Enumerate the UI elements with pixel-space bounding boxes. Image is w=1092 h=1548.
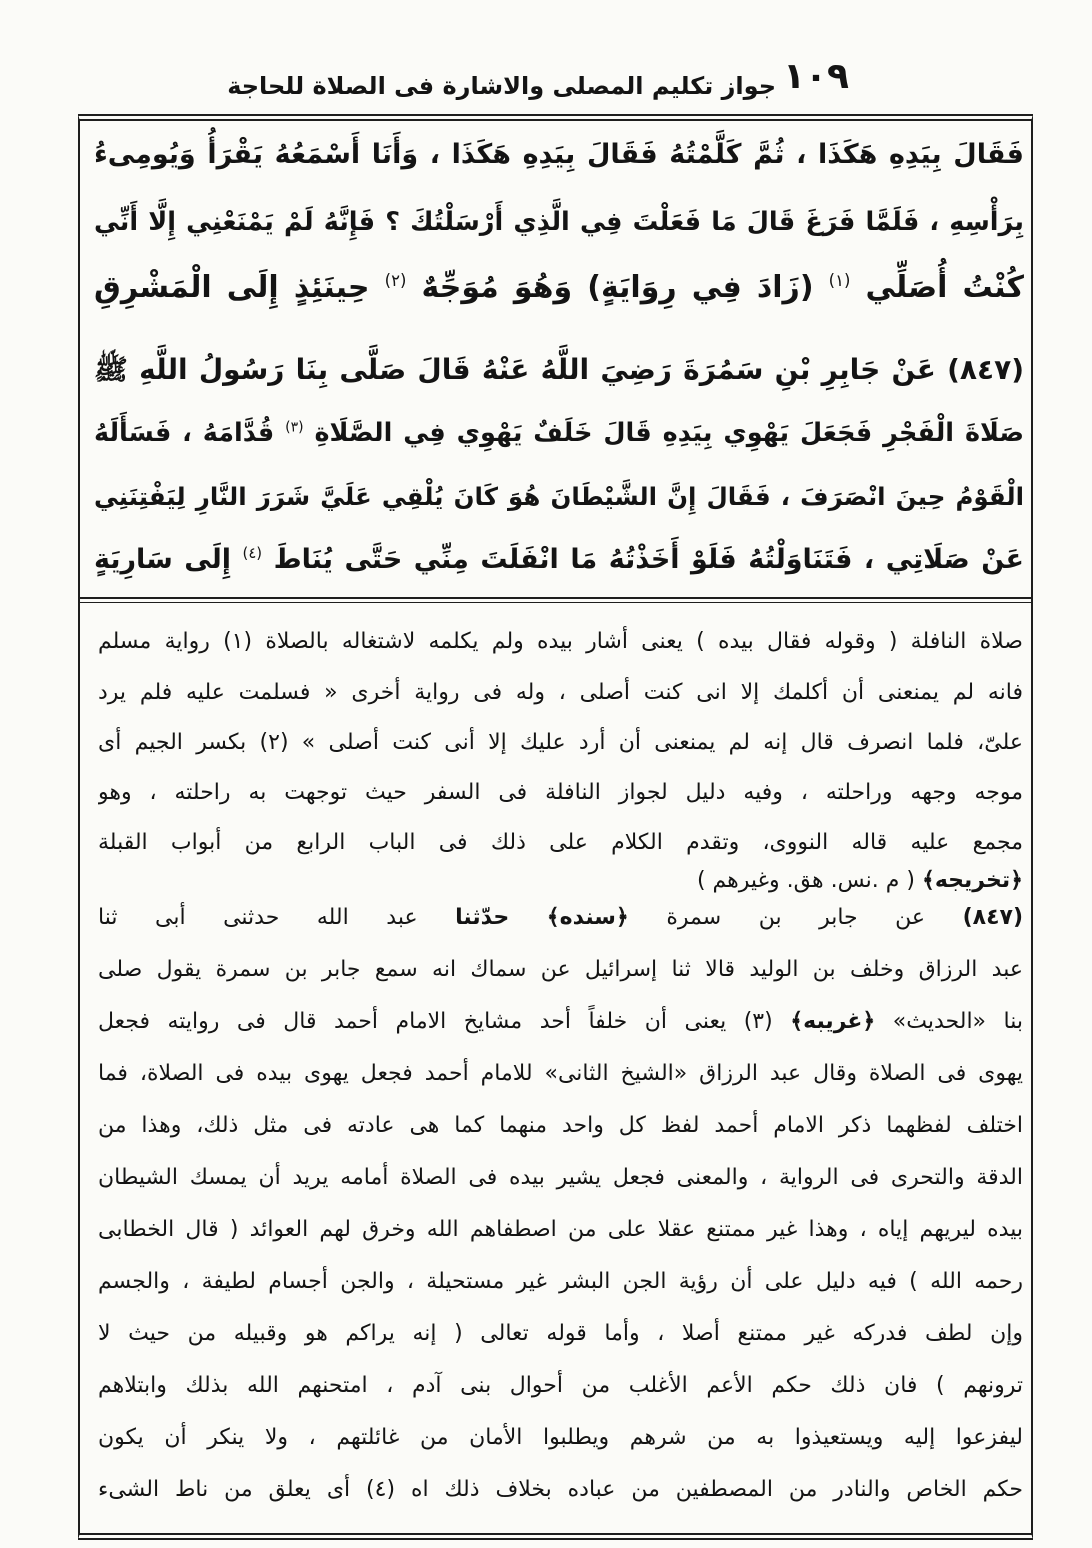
- commentary-line: [98, 1208, 1023, 1252]
- text-run: بنا «الحديث»: [875, 1009, 1023, 1034]
- text-run: (زَادَ فِي رِوَايَةٍ) وَهُوَ مُوَجِّهٌ: [406, 270, 829, 305]
- footnote-ref: (٤): [242, 544, 263, 562]
- commentary-line: [98, 1052, 1023, 1096]
- text-run: فانه لم يمنعنى أن أكلمك إلا انى كنت أصلى ، وله فى رواية أخرى « فسلمت عليه فلم يرد: [98, 680, 1023, 705]
- text-run: عبد الله حدثنى أبى ثنا: [98, 905, 456, 930]
- commentary-line: [98, 1260, 1023, 1304]
- text-run: بيده ليريهم إياه ، وهذا غير ممتنع عقلا على من اصطفاهم الله وخرق لهم العوائد ( قال الخطابى: [98, 1217, 1023, 1242]
- hadith-number: (٨٤٧): [947, 353, 1024, 386]
- section-heading: ﴿تخريجه﴾: [921, 868, 1023, 893]
- hadith-number: (٨٤٧): [962, 905, 1023, 930]
- footnote-ref: (٢): [384, 271, 407, 290]
- footnote-ref: (٣): [285, 419, 304, 436]
- text-run: حِينَئِذٍ إِلَى الْمَشْرِقِ: [94, 270, 385, 305]
- text-run: موجه وجهه وراحلته ، وفيه دليل لجواز النافلة فى السفر حيث توجهت به راحلته ، وهو: [98, 780, 1023, 805]
- transmission-term: حدّثنا: [455, 905, 510, 930]
- commentary-line: [98, 1416, 1023, 1460]
- text-run: ( م .نس. هق. وغيرهم ): [696, 868, 922, 893]
- footnote-ref: (١): [828, 271, 851, 290]
- text-run: عَنْ جَابِرِ بْنِ سَمُرَةَ رَضِيَ اللَّهُ عَنْهُ قَالَ صَلَّى بِنَا رَسُولُ اللَّهِ ﷺ: [94, 353, 948, 386]
- commentary-line: [98, 1312, 1023, 1356]
- text-run: فَقَالَ بِيَدِهِ هَكَذَا ، ثُمَّ كَلَّمْتُهُ فَقَالَ بِيَدِهِ هَكَذَا ، وَأَنَا أَسْمَعُهُ يَقْرَأُ وَيُومِىءُ: [94, 139, 1024, 170]
- text-run: إِلَى سَارِيَةٍ: [94, 544, 243, 575]
- text-run: قُدَّامَهُ ، فَسَأَلَهُ: [94, 418, 286, 448]
- commentary-line: [98, 1104, 1023, 1148]
- text-run: صَلَاةَ الْفَجْرِ فَجَعَلَ يَهْوِي بِيَدِهِ قَالَ خَلَفٌ يَهْوِي فِي الصَّلَاةِ: [303, 418, 1024, 448]
- text-run: وإن لطف فدركه غير ممتنع أصلا ، وأما قوله تعالى ( إنه يراكم هو وقبيله من حيث لا: [98, 1321, 1023, 1346]
- text-run: الدقة والتحرى فى الرواية ، والمعنى فجعل يشير بيده فى الصلاة أمامه يريد أن يمسك الشيطان: [98, 1165, 1023, 1190]
- commentary-line: [98, 620, 1023, 664]
- commentary-line: [98, 896, 1023, 940]
- text-run: مجمع عليه قاله النووى، وتقدم الكلام على ذلك فى الباب الرابع من أبواب القبلة: [98, 830, 1023, 855]
- text-run: عَنْ صَلَاتِي ، فَتَنَاوَلْتُهُ فَلَوْ أَخَذْتُهُ مَا انْفَلَتَ مِنِّي حَتَّى يُنَاطَ: [262, 544, 1024, 575]
- text-run: يهوى فى الصلاة وقال عبد الرزاق «الشيخ الثانى» للامام أحمد فجعل يهوى بيده فى الصلاة، فما: [98, 1061, 1023, 1086]
- text-run: [509, 905, 547, 930]
- commentary-line: [98, 948, 1023, 992]
- running-title: جواز تكليم المصلى والاشارة فى الصلاة للحاجة: [227, 72, 776, 100]
- text-run: ليفزعوا إليه ويستعيذوا به من شرهم ويطلبوا الأمان من غائلتهم ، ولا ينكر أن يكون: [98, 1425, 1023, 1450]
- section-heading: ﴿غريبه﴾: [790, 1009, 876, 1034]
- commentary-line: [98, 671, 1023, 715]
- text-run: بِرَأْسِهِ ، فَلَمَّا فَرَغَ قَالَ مَا فَعَلْتَ فِي الَّذِي أَرْسَلْتُكَ ؟ فَإِنَّهُ لَمْ يَمْنَعْنِي إِلَّا أَنِّي: [94, 207, 1024, 237]
- text-run: رحمه الله ) فيه دليل على أن رؤية الجن البشر غير مستحيلة ، والجن أجسام لطيفة ، والجسم: [98, 1269, 1023, 1294]
- text-run: عن جابر بن سمرة: [628, 905, 963, 930]
- text-run: الْقَوْمُ حِينَ انْصَرَفَ ، فَقَالَ إِنَّ الشَّيْطَانَ هُوَ كَانَ يُلْقِي عَلَيَّ شَرَرَ النَّارِ لِيَفْتِنَنِي: [94, 482, 1024, 511]
- text-run: كُنْتُ أُصَلِّي: [850, 270, 1024, 305]
- page-number: ١٠٩: [783, 56, 849, 97]
- commentary-line: [98, 1364, 1023, 1408]
- text-run: عبد الرزاق وخلف بن الوليد قالا ثنا إسرائيل عن سماك انه سمع جابر بن سمرة يقول صلى: [98, 957, 1023, 982]
- text-run: (٣) يعنى أن خلفاً أحد مشايخ الامام أحمد قال فى روايته فجعل: [98, 1009, 791, 1034]
- commentary-line: [98, 771, 1023, 815]
- text-run: ترونهم ) فان ذلك حكم الأعم الأغلب من أحوال بنى آدم ، امتحنهم الله بذلك وابتلاهم: [98, 1373, 1023, 1398]
- commentary-line: [98, 1156, 1023, 1200]
- text-run: حكم الخاص والنادر من المصطفين من عباده بخلاف ذلك اه (٤) أى يعلق من ناط الشىء: [98, 1477, 1023, 1502]
- commentary-line: [98, 1468, 1023, 1512]
- section-heading: ﴿سنده﴾: [546, 905, 629, 930]
- text-run: صلاة النافلة ( وقوله فقال بيده ) يعنى أشار بيده ولم يكلمه لاشتغاله بالصلاة (١) رواية مسلم: [98, 629, 1023, 654]
- text-run: اختلف لفظهما ذكر الامام أحمد لفظ كل واحد منهما كما هى عادته فى مثل ذلك، وهذا من: [98, 1113, 1023, 1138]
- commentary-line: [98, 1000, 1023, 1044]
- commentary-line: [98, 721, 1023, 765]
- text-run: علىّ، فلما انصرف قال إنه لم يمنعنى أن أرد عليك إلا أنى كنت أصلى » (٢) بكسر الجيم أى: [98, 730, 1023, 755]
